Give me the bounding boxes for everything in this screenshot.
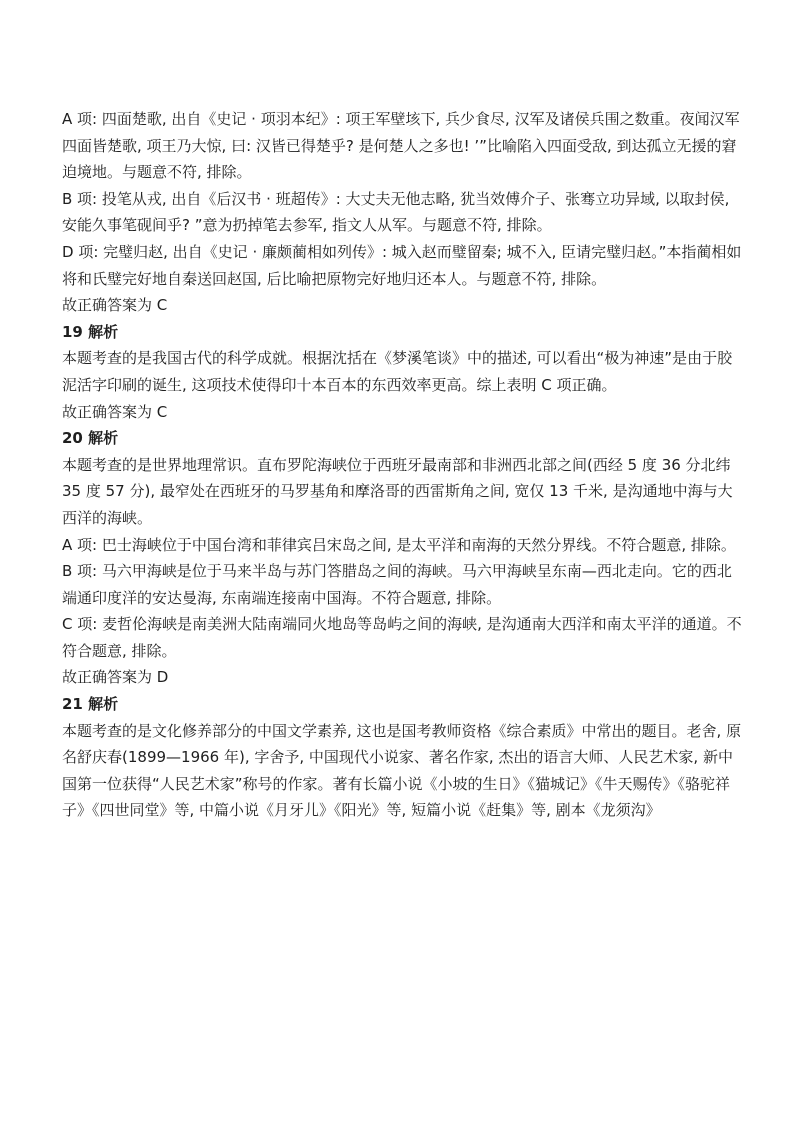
answer-18: 故正确答案为 C [62,296,168,315]
option-b-malacca-strait: B 项: 马六甲海峡是位于马来半岛与苏门答腊岛之间的海峡。马六甲海峡呈东南—西北走向。它的西北端通印度洋的安达曼海, 东南端连接南中国海。不符合题意, 排除。 [62,562,732,607]
heading-21: 21 解析 [62,695,119,714]
option-a-sichuchuge: A 项: 四面楚歌, 出自《史记 · 项羽本纪》: 项王军壁垓下, 兵少食尽, 汉军及诸侯兵围之数重。夜闻汉军四面皆楚歌, 项王乃大惊, 曰: 汉皆已得楚乎? 是何楚人之多也! ’”比喻陷入四面受敌, 到达孤立无援的窘迫境地。与题意不符, 排除。 [62,110,740,182]
option-d-wanbiguizhao: D 项: 完璧归赵, 出自《史记 · 廉颇蔺相如列传》: 城入赵而璧留秦; 城不入, 臣请完璧归赵。”本指蔺相如将和氏璧完好地自秦送回赵国, 后比喻把原物完好地归还本人。与题意不符, 排除。 [62,242,742,288]
answer-20: 故正确答案为 D [62,668,169,687]
heading-19: 19 解析 [62,322,119,341]
analysis-21: 本题考查的是文化修养部分的中国文学素养, 这也是国考教师资格《综合素质》中常出的题目。老舍, 原名舒庆春(1899—1966 年), 字舍予, 中国现代小说家、著名作家, 杰出的语言大师、人民艺术家, 新中国第一位获得“人民艺术家”称号的作家。著有长篇小说《小坡的生日》《猫城记》《牛天赐传》《骆驼祥子》《四世同堂》等, 中篇小说《月牙儿》《阳光》等, 短篇小说《赶集》等, 剧本《龙须沟》 [62,721,742,820]
heading-20: 20 解析 [62,429,119,448]
option-c-magellan-strait: C 项: 麦哲伦海峡是南美洲大陆南端同火地岛等岛屿之间的海峡, 是沟通南大西洋和南太平洋的通道。不符合题意, 排除。 [62,615,742,660]
option-a-bashi-strait: A 项: 巴士海峡位于中国台湾和菲律宾吕宋岛之间, 是太平洋和南海的天然分界线。不符合题意, 排除。 [62,535,736,554]
option-b-toubicongrong: B 项: 投笔从戎, 出自《后汉书 · 班超传》: 大丈夫无他志略, 犹当效傅介子、张骞立功异域, 以取封侯, 安能久事笔砚间乎? ”意为扔掉笔去参军, 指文人从军。与题意不符, 排除。 [62,189,730,235]
analysis-20: 本题考查的是世界地理常识。直布罗陀海峡位于西班牙最南部和非洲西北部之间(西经 5 度 36 分北纬 35 度 57 分), 最窄处在西班牙的马罗基角和摩洛哥的西雷斯角之间, 宽仅 13 千米, 是沟通地中海与大西洋的海峡。 [62,455,733,527]
analysis-19: 本题考查的是我国古代的科学成就。根据沈括在《梦溪笔谈》中的描述, 可以看出“极为神速”是由于胶泥活字印刷的诞生, 这项技术使得印十本百本的东西效率更高。综上表明 C 项正确。 [62,349,733,394]
answer-19: 故正确答案为 C [62,402,168,421]
